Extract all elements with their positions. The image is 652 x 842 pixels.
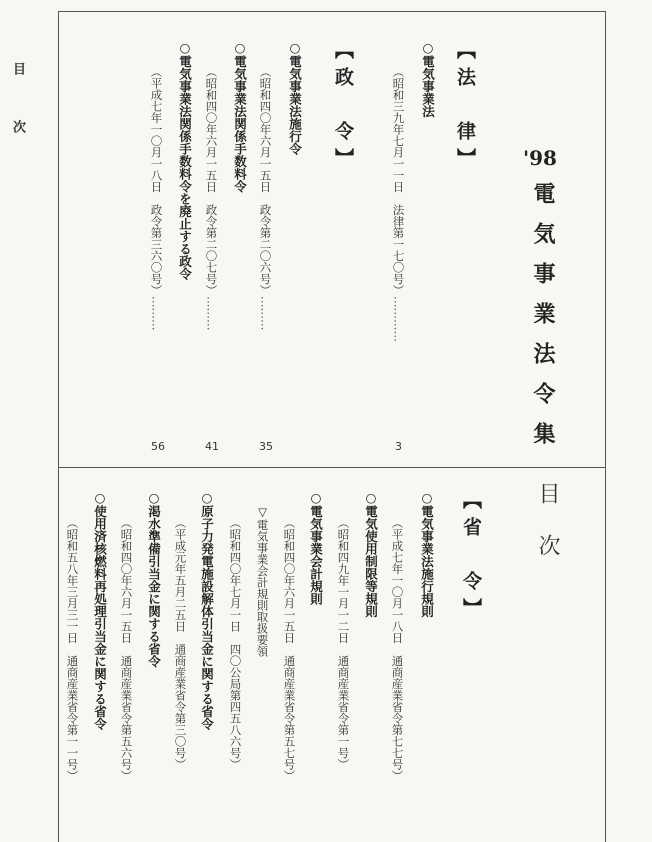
page-number: 56 (151, 440, 165, 453)
toc-entry-title[interactable]: ○電気事業法施行令 (287, 40, 303, 155)
toc-entry-title[interactable]: ○電気事業法 (420, 40, 436, 118)
page-number: 3 (395, 440, 402, 453)
page-number: 35 (259, 440, 273, 453)
toc-entry-sub: （昭和四〇年六月一五日 政令第二〇七号）……… (204, 66, 219, 331)
toc-entry-sub: （昭和四〇年六月一五日 政令第二〇六号）……… (258, 66, 273, 331)
page-number: 41 (205, 440, 219, 453)
leader-dots: ……… (258, 296, 273, 331)
toc-entry-sub: （昭和四〇年六月一五日 通商産業省令第五六号） (119, 517, 134, 782)
section-divider (58, 467, 606, 468)
toc-entry-sub: （平成七年一〇月一八日 通商産業省令第七七号） (390, 517, 405, 782)
margin-label: 目 次 (10, 62, 25, 149)
toc-entry-title[interactable]: ○渇水準備引当金に関する省令 (146, 490, 162, 668)
leader-dots: ……… (149, 296, 164, 331)
leader-dots: ……… (204, 296, 219, 331)
heading-laws: 【法 律】 (454, 40, 476, 175)
toc-entry-title[interactable]: ○電気使用制限等規則 (363, 490, 379, 618)
edition-year: '98 (523, 146, 557, 170)
toc-subentry[interactable]: ▽電気事業会計規則取扱要領 (255, 505, 270, 657)
toc-entry-sub: （昭和四〇年六月一五日 通商産業省令第五七号） (282, 517, 297, 782)
toc-entry-title[interactable]: ○電気事業法関係手数料令を廃止する政令 (177, 40, 193, 280)
toc-entry-sub: （昭和四〇年七月一日 四〇公局第四五八六号） (228, 517, 243, 770)
toc-entry-sub: （昭和三九年七月一一日 法律第一七〇号）………… (391, 66, 406, 342)
toc-entry-title[interactable]: ○原子力発電施設解体引当金に関する省令 (199, 490, 215, 730)
toc-entry-sub: （平成七年一〇月一八日 政令第三六〇号）……… (149, 66, 164, 331)
heading-ministerial: 【省 令】 (460, 490, 482, 625)
toc-entry-sub: （平成元年五月二五日 通商産業省令第三〇号） (173, 517, 188, 770)
book-toc-label: 目次 (535, 482, 560, 586)
leader-dots: ………… (391, 296, 406, 342)
book-title: 電気事業法令集 (530, 182, 556, 462)
toc-entry-sub: （昭和四九年一月一二日 通商産業省令第一号） (336, 517, 351, 770)
toc-entry-sub: （昭和五八年三月三一日 通商産業省令第一一号） (65, 517, 80, 782)
toc-entry-title[interactable]: ○電気事業法施行規則 (419, 490, 435, 618)
toc-entry-title[interactable]: ○電気事業会計規則 (308, 490, 324, 605)
toc-entry-title[interactable]: ○使用済核燃料再処理引当金に関する省令 (92, 490, 108, 730)
toc-entry-title[interactable]: ○電気事業法関係手数料令 (232, 40, 248, 193)
heading-cabinet: 【政 令】 (332, 40, 354, 175)
